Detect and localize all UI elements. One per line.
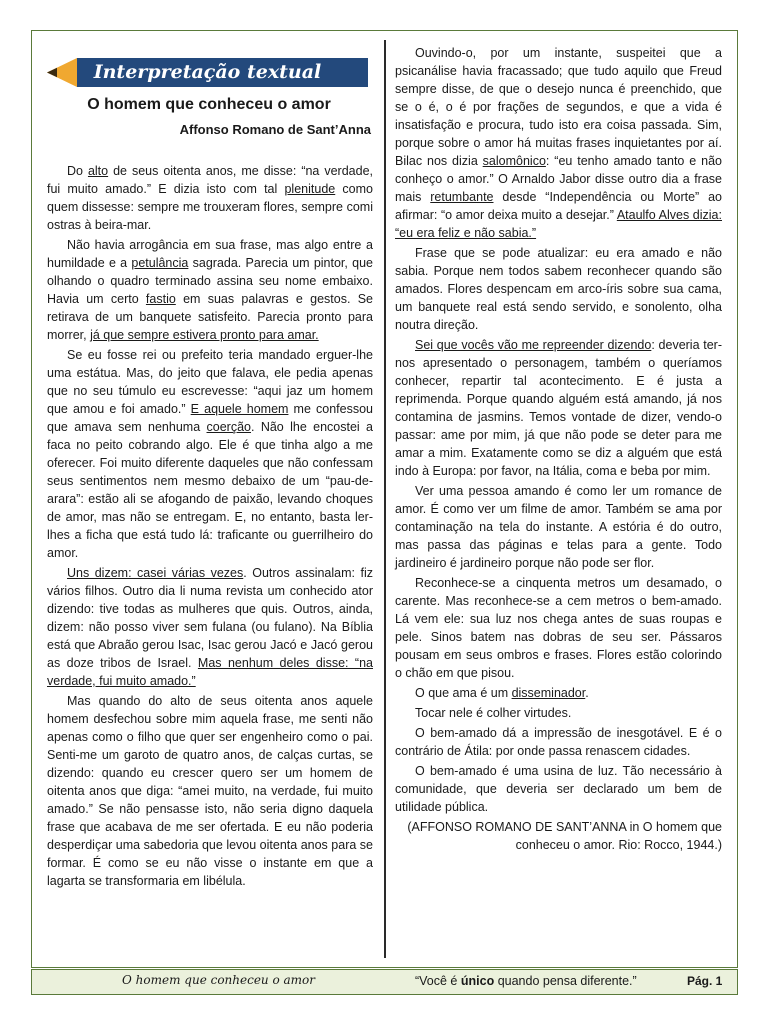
text-run: como quem dissesse: sempre me trouxeram flores, sempre comi ostras à beira-mar. <box>47 182 373 232</box>
text-run: Mas quando do alto de seus oitenta anos aquele homem desfechou sobre mim aquela frase, me senti não apenas como o filho que quer ser engenheiro como o pai. Senti-me um garoto de quatro anos, de calças curtas, se dizendo: quando eu crescer quero ser um homem de oitenta anos que diga: “amei muito, na verdade, fui muito amado.” Se não pensasse isto, não seria digno daquela frase que acabava de me ser ofertada. E eu não poderia desperdiçar uma sabedoria que levou oitenta anos para se formar. É como se eu não visse o instante em que a lagarta se transformaria em libélula. <box>47 694 373 888</box>
text-run: : “eu tenho amado tanto e não conheço o amor.” O Arnaldo Jabor disse outro dia a frase mais <box>395 154 722 204</box>
text-run: O bem-amado é uma usina de luz. Tão necessário à comunidade, que deveria ser declarado um bem de utilidade pública. <box>395 764 722 814</box>
paragraph <box>395 336 722 480</box>
paragraph <box>395 704 722 722</box>
text-run: Do <box>67 164 88 178</box>
underlined-text: disseminador <box>511 686 586 700</box>
text-run: me confessou que amava sem nenhuma <box>47 402 373 434</box>
underlined-text: retumbante <box>430 190 494 204</box>
paragraph <box>47 564 373 690</box>
text-run: Ver uma pessoa amando é como ler um romance de amor. É como ver um filme de amor. Também se ama por contaminação na tela do instante. A estória é do outro, mas passa das páginas e telas para a gente. Todo jardineiro é jardineiro porque não pode ser flor. <box>395 484 722 570</box>
banner-label: Interpretação textual <box>93 61 322 83</box>
section-banner <box>47 58 368 87</box>
text-run: Não havia arrogância em sua frase, mas algo entre a humildade e a <box>47 238 373 270</box>
right-column <box>395 44 722 854</box>
left-column <box>47 162 373 890</box>
underlined-text: Sei que vocês vão me repreender dizendo <box>415 338 652 352</box>
underlined-text: já que sempre estivera pronto para amar. <box>90 328 319 342</box>
underlined-text: alto <box>87 164 109 178</box>
text-run: : deveria ter-nos apresentado o personagem, também o queríamos conhecer, repartir tal acontecimento. E é justa a reprimenda. Porque quando alguém está amando, já nos contamina de jasmins. Temos vontade de dizer, vendo-o passar: ame por mim, já que não pode se deter para me amar a mim. Exatamente como se diz a alguém que está indo à Europa: por favor, na Itália, coma e beba por mim. <box>395 338 722 478</box>
text-run: O que ama é um <box>415 686 512 700</box>
article-title: O homem que conheceu o amor <box>87 96 331 113</box>
text-run: . <box>585 686 589 700</box>
text-run: O bem-amado dá a impressão de inesgotável. E é o contrário de Átila: por onde passa renascem cidades. <box>395 726 722 758</box>
paragraph <box>47 692 373 890</box>
paragraph <box>395 244 722 334</box>
underlined-text: Ataulfo Alves dizia: “eu era feliz e não sabia.” <box>395 208 722 240</box>
paragraph <box>395 482 722 572</box>
text-run: Reconhece-se a cinquenta metros um desamado, o carente. Mas reconhece-se a cem metros o bem-amado. Lá vem ele: sua luz nos chega antes de suas roupas e pele. Sinos batem nas dobras de seu ser. Pássaros pousam em seus ombros e frases. Flores estão colorindo o chão em que pisou. <box>395 576 722 680</box>
text-run: Se eu fosse rei ou prefeito teria mandado erguer-lhe uma estátua. Mas, do jeito que falava, ele pedia apenas que no seu túmulo eu escrevesse: “aqui jaz um homem que amou e foi amado.” <box>47 348 373 416</box>
paragraph <box>395 724 722 760</box>
page-number: Pág. 1 <box>687 974 723 988</box>
paragraph <box>47 236 373 344</box>
text-run: em suas palavras e gestos. Se retirava de um banquete satisfeito. Parecia pronto para morrer, <box>47 292 373 342</box>
underlined-text: Uns dizem: casei várias vezes <box>67 566 244 580</box>
underlined-text: fastio <box>145 292 176 306</box>
underlined-text: E aquele homem <box>190 402 289 416</box>
paragraph <box>47 346 373 562</box>
text-run: sagrada. Parecia um pintor, que olhando o quadro terminado assina seu nome embaixo. Havia um certo <box>47 256 373 306</box>
footer <box>31 969 738 995</box>
underlined-text: Mas nenhum deles disse: “na verdade, fui muito amado.” <box>47 656 373 688</box>
text-run: Tocar nele é colher virtudes. <box>415 706 572 720</box>
underlined-text: petulância <box>131 256 189 270</box>
paragraph <box>395 574 722 682</box>
text-run: de seus oitenta anos, me disse: “na verdade, fui muito amado.” E dizia isto com tal <box>47 164 373 196</box>
underlined-text: salomônico <box>482 154 546 168</box>
underlined-text: coerção <box>206 420 251 434</box>
citation: (AFFONSO ROMANO DE SANT’ANNA in O homem que conheceu o amor. Rio: Rocco, 1944.) <box>407 820 722 852</box>
paragraph <box>395 44 722 242</box>
text-run: desde “Independência ou Morte” ao afirmar: “o amor deixa muito a desejar.” <box>395 190 722 222</box>
column-divider <box>384 40 386 958</box>
paragraph <box>395 684 722 702</box>
paragraph <box>395 762 722 816</box>
footer-slogan: “Você é único quando pensa diferente.” <box>415 974 637 988</box>
underlined-text: plenitude <box>284 182 336 196</box>
text-run: . Outros assinalam: fiz vários filhos. Outro dia li numa revista um conhecido ator dizendo: tive todas as mulheres que quis. Outros, ainda, dizem: não posso viver sem fulana (ou fulano). Na Bíblia está que Abraão gerou Isac, Isac gerou Jacó e Jacó gerou as doze tribos de Israel. <box>47 566 373 670</box>
paragraph <box>47 162 373 234</box>
text-run: . Não lhe encostei a faca no peito cobrando algo. Ele é que tinha algo a me oferecer. Foi muito diferente daqueles que não confessam seus sentimentos nem mesmo debaixo de um “pau-de-arara”: estão ali se afogando de paixão, levando choques de amor, mas não se entregam. E, no entanto, basta ler-lhes a ficha que está tudo lá: traficante ou guerrilheiro do amor. <box>47 420 373 560</box>
text-run: Frase que se pode atualizar: eu era amado e não sabia. Porque nem todos sabem reconhecer quando são amados. Flores despencam em arco-íris sobre sua cama, um banquete real está sendo servido, e sonolento, olha noutra direção. <box>395 246 722 332</box>
article-author: Affonso Romano de Sant’Anna <box>179 122 371 137</box>
footer-title: O homem que conheceu o amor <box>122 973 316 987</box>
text-run: Ouvindo-o, por um instante, suspeitei que a psicanálise havia fracassado; que tudo aquilo que Freud sempre disse, de que o desejo nunca é preenchido, que se o é, o é por frações de segundos, e que a vida é insatisfação e procura, tudo isto era coisa passada. Sim, porque sobre o amor há muitas frases inquietantes por aí. Bilac nos dizia <box>395 46 722 168</box>
